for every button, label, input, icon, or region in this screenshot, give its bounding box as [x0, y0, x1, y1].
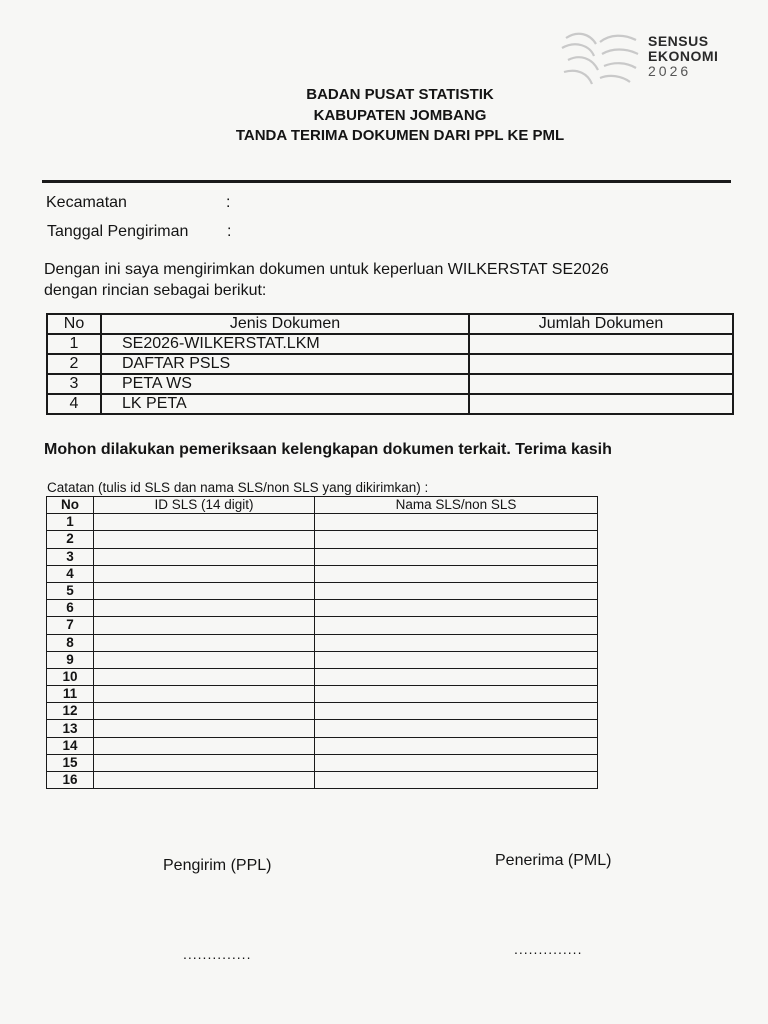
doc-row-jenis: PETA WS	[101, 374, 469, 394]
catatan-nama-cell	[315, 651, 598, 668]
table-row	[47, 754, 598, 771]
table-row	[47, 514, 598, 531]
intro-line-2: dengan rincian sebagai berikut:	[44, 282, 267, 299]
catatan-row-no: 3	[47, 548, 94, 565]
catatan-id-cell	[94, 617, 315, 634]
doc-row-jumlah	[469, 394, 733, 414]
doc-row-jenis: DAFTAR PSLS	[101, 354, 469, 374]
catatan-row-no: 9	[47, 651, 94, 668]
doc-row-jumlah	[469, 354, 733, 374]
catatan-nama-cell	[315, 634, 598, 651]
catatan-id-cell	[94, 668, 315, 685]
catatan-nama-cell	[315, 720, 598, 737]
note-text: Mohon dilakukan pemeriksaan kelengkapan dokumen terkait. Terima kasih	[44, 441, 612, 458]
catatan-id-cell	[94, 531, 315, 548]
doc-header-jenis: Jenis Dokumen	[101, 314, 469, 334]
sender-label: Pengirim (PPL)	[163, 857, 272, 874]
document-table-header	[47, 314, 733, 334]
doc-row-jumlah	[469, 334, 733, 354]
catatan-nama-cell	[315, 531, 598, 548]
table-row	[47, 582, 598, 599]
kecamatan-label: Kecamatan	[46, 194, 127, 211]
catatan-row-no: 15	[47, 754, 94, 771]
doc-row-jumlah	[469, 374, 733, 394]
table-row	[47, 531, 598, 548]
catatan-nama-cell	[315, 617, 598, 634]
catatan-id-cell	[94, 686, 315, 703]
header-region: KABUPATEN JOMBANG	[313, 107, 487, 124]
catatan-id-cell	[94, 772, 315, 789]
catatan-id-cell	[94, 600, 315, 617]
kecamatan-colon: :	[226, 194, 231, 211]
doc-header-no: No	[47, 314, 101, 334]
table-row	[47, 668, 598, 685]
catatan-id-cell	[94, 565, 315, 582]
document-table	[46, 313, 734, 415]
catatan-row-no: 5	[47, 582, 94, 599]
header-org: BADAN PUSAT STATISTIK	[306, 86, 494, 103]
table-row	[47, 565, 598, 582]
catatan-id-cell	[94, 754, 315, 771]
catatan-label: Catatan (tulis id SLS dan nama SLS/non SLS yang dikirimkan) :	[47, 480, 429, 495]
catatan-row-no: 8	[47, 634, 94, 651]
catatan-nama-cell	[315, 686, 598, 703]
table-row	[47, 354, 733, 374]
table-row	[47, 394, 733, 414]
catatan-id-cell	[94, 634, 315, 651]
tanggal-colon: :	[227, 223, 232, 240]
catatan-table-header	[47, 497, 598, 514]
doc-row-jenis: SE2026-WILKERSTAT.LKM	[101, 334, 469, 354]
table-row	[47, 334, 733, 354]
table-row	[47, 737, 598, 754]
catatan-id-cell	[94, 703, 315, 720]
catatan-row-no: 14	[47, 737, 94, 754]
table-row	[47, 600, 598, 617]
catatan-row-no: 16	[47, 772, 94, 789]
catatan-nama-cell	[315, 582, 598, 599]
doc-header-jumlah: Jumlah Dokumen	[469, 314, 733, 334]
table-row	[47, 548, 598, 565]
catatan-id-cell	[94, 582, 315, 599]
logo-line-3: 2026	[648, 63, 692, 79]
doc-row-no: 1	[47, 334, 101, 354]
catatan-row-no: 6	[47, 600, 94, 617]
catatan-nama-cell	[315, 548, 598, 565]
catatan-nama-cell	[315, 703, 598, 720]
doc-row-no: 2	[47, 354, 101, 374]
table-row	[47, 720, 598, 737]
catatan-id-cell	[94, 548, 315, 565]
catatan-nama-cell	[315, 514, 598, 531]
catatan-nama-cell	[315, 600, 598, 617]
catatan-nama-cell	[315, 565, 598, 582]
catatan-nama-cell	[315, 668, 598, 685]
catatan-row-no: 4	[47, 565, 94, 582]
table-row	[47, 634, 598, 651]
catatan-nama-cell	[315, 772, 598, 789]
logo-line-2: EKONOMI	[648, 48, 719, 64]
catatan-row-no: 10	[47, 668, 94, 685]
catatan-row-no: 7	[47, 617, 94, 634]
catatan-id-cell	[94, 514, 315, 531]
table-row	[47, 617, 598, 634]
tanggal-label: Tanggal Pengiriman	[47, 223, 189, 240]
logo-text	[648, 34, 718, 79]
divider-line	[42, 180, 731, 183]
doc-row-no: 3	[47, 374, 101, 394]
sender-signature-line: ..............	[183, 946, 252, 962]
catatan-id-cell	[94, 651, 315, 668]
table-row	[47, 374, 733, 394]
catatan-id-cell	[94, 720, 315, 737]
catatan-header-id: ID SLS (14 digit)	[94, 497, 315, 514]
table-row	[47, 772, 598, 789]
receiver-label: Penerima (PML)	[495, 852, 612, 869]
catatan-id-cell	[94, 737, 315, 754]
intro-line-1: Dengan ini saya mengirimkan dokumen untuk keperluan WILKERSTAT SE2026	[44, 261, 609, 278]
header-title: TANDA TERIMA DOKUMEN DARI PPL KE PML	[235, 127, 565, 144]
catatan-row-no: 11	[47, 686, 94, 703]
catatan-nama-cell	[315, 737, 598, 754]
logo-line-1: SENSUS	[648, 33, 709, 49]
catatan-header-no: No	[47, 497, 94, 514]
doc-row-jenis: LK PETA	[101, 394, 469, 414]
catatan-row-no: 13	[47, 720, 94, 737]
table-row	[47, 686, 598, 703]
doc-row-no: 4	[47, 394, 101, 414]
catatan-row-no: 1	[47, 514, 94, 531]
catatan-row-no: 12	[47, 703, 94, 720]
catatan-row-no: 2	[47, 531, 94, 548]
table-row	[47, 651, 598, 668]
sensus-ekonomi-logo-icon	[558, 28, 642, 88]
table-row	[47, 703, 598, 720]
catatan-nama-cell	[315, 754, 598, 771]
catatan-header-nama: Nama SLS/non SLS	[315, 497, 598, 514]
catatan-table	[46, 496, 598, 789]
receiver-signature-line: ..............	[514, 941, 583, 957]
